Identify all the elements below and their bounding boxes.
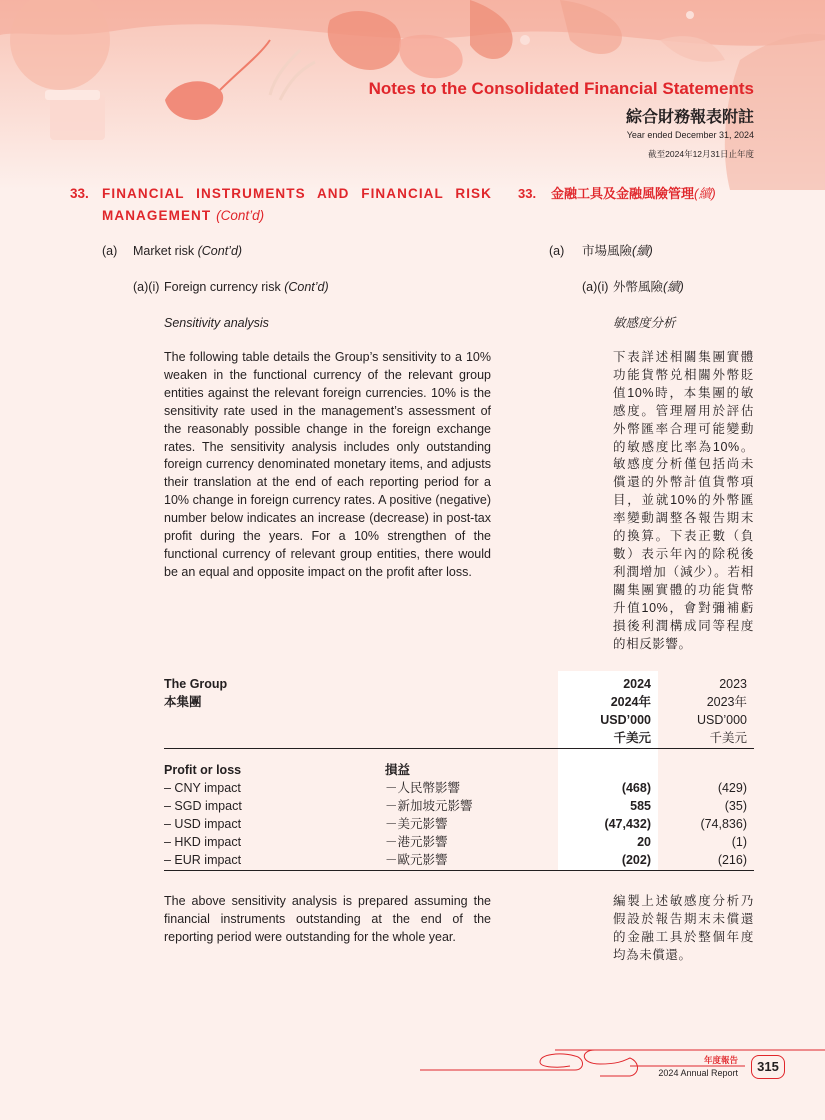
section-title: FINANCIAL INSTRUMENTS AND FINANCIAL RISK MANAGEMENT [102, 186, 492, 223]
row-label-zh: －新加坡元影響 [385, 799, 473, 813]
footer-report-zh: 年度報告 [703, 1055, 738, 1065]
sensitivity-paragraph-zh: 下表詳述相關集團實體功能貨幣兑相關外幣貶值10%時，本集團的敏感度。管理層用於評估外幣匯率合理可能變動的敏感度比率為10%。敏感度分析僅包括尚未償還的外幣計值貨幣項目，並就10%的外幣匯率變動調整各報告期末的換算。下表正數（負數）表示年內的除税後利潤增加（減少）。若相關集團實體的功能貨幣升值10%，會對彌補虧損後利潤構成同等程度的相反影響。 [613, 350, 754, 651]
col-2023-year: 2023 [719, 677, 747, 691]
subsection-ai-title [164, 278, 329, 296]
section-number-zh: 33. [518, 186, 537, 201]
row-value-2024: 585 [630, 799, 651, 813]
row-label-zh: －歐元影響 [385, 853, 448, 867]
row-value-2023: (74,836) [700, 817, 747, 831]
subsection-a-title [133, 242, 242, 260]
table-row [164, 851, 754, 869]
row-value-2023: (216) [717, 853, 747, 867]
subsection-ai-cont: (Cont’d) [284, 280, 329, 294]
subsection-a-title-zh [582, 242, 653, 260]
subsection-ai-title-zh-text: 外幣風險 [613, 280, 664, 294]
table-group-label-zh: 本集團 [164, 695, 202, 709]
profit-or-loss-label: Profit or loss [164, 763, 242, 777]
table-header-rule [164, 748, 754, 749]
subsection-ai-title-text: Foreign currency risk [164, 280, 281, 294]
subsection-a-cont: (Cont’d) [197, 244, 243, 258]
row-value-2023: (429) [717, 781, 747, 795]
page-header-title-zh: 綜合財務報表附註 [625, 109, 754, 126]
subsection-a-label: (a) [102, 244, 118, 258]
table-row [164, 797, 754, 815]
subsection-a-title-text: Market risk [133, 244, 195, 258]
subsection-ai-label: (a)(i) [133, 280, 160, 294]
subsection-ai-title-zh [613, 278, 684, 296]
section-heading-zh [518, 183, 758, 205]
col-2024-year: 2024 [623, 677, 651, 691]
section-cont: (Cont’d) [216, 208, 265, 223]
row-label: – EUR impact [164, 853, 242, 867]
page-header-year: Year ended December 31, 2024 [626, 130, 754, 140]
profit-or-loss-label-zh: 損益 [385, 763, 411, 777]
footnote-paragraph-zh: 編製上述敏感度分析乃假設於報告期末未償還的金融工具於整個年度均為未償還。 [613, 894, 754, 962]
row-label: – CNY impact [164, 781, 241, 795]
table-header-row-3 [164, 711, 754, 729]
table-row [164, 815, 754, 833]
footer-report-en: 2024 Annual Report [658, 1068, 738, 1078]
row-value-2024: (47,432) [604, 817, 651, 831]
section-number: 33. [70, 186, 89, 201]
page-header-year-zh: 截至2024年12月31日止年度 [648, 149, 754, 159]
sensitivity-heading-zh: 敏感度分析 [613, 316, 676, 330]
subsection-ai-cont-zh: (續) [663, 280, 684, 294]
section-title-zh: 金融工具及金融風險管理 [551, 186, 695, 201]
row-label-zh: －人民幣影響 [385, 781, 461, 795]
subsection-a-cont-zh: (續) [632, 244, 653, 258]
table-bottom-rule [164, 870, 754, 871]
sensitivity-paragraph: The following table details the Group’s sensitivity to a 10% weaken in the functional currency of the relevant group entities against the relevant foreign currencies. 10% is the sensitivity rate used in the management’s assessment of the reasonably possible change in the foreign exchange rates. The sensitivity analysis includes only outstanding foreign currency denominated monetary items, and adjusts their translation at the end of each reporting period for a 10% change in foreign currency rates. A positive (negative) number below indicates an increase (decrease) in post-tax profit during the years. For a 10% strengthen of the functional currency of relevant group entities, there would be an equal and opposite impact on the profit after loss. [164, 350, 491, 579]
sensitivity-heading: Sensitivity analysis [164, 316, 269, 330]
col-2024-unit-zh: 千美元 [613, 731, 651, 745]
table-header-row-2 [164, 693, 754, 711]
row-label-zh: －美元影響 [385, 817, 448, 831]
col-2023-unit: USD’000 [696, 713, 747, 727]
table-section-row [164, 761, 754, 779]
table-header-row-4 [164, 729, 754, 747]
row-value-2024: (468) [621, 781, 651, 795]
row-label: – SGD impact [164, 799, 242, 813]
page-header-title: Notes to the Consolidated Financial Statements [368, 79, 754, 98]
page-number: 315 [751, 1055, 785, 1079]
row-value-2024: (202) [621, 853, 651, 867]
col-2023-unit-zh: 千美元 [709, 731, 747, 745]
row-label: – USD impact [164, 817, 242, 831]
row-value-2024: 20 [637, 835, 651, 849]
col-2023-year-zh: 2023年 [706, 695, 747, 709]
subsection-ai-label-zh: (a)(i) [582, 280, 609, 294]
col-2024-unit: USD’000 [600, 713, 651, 727]
table-row [164, 833, 754, 851]
row-value-2023: (35) [724, 799, 747, 813]
section-cont-zh: (續) [694, 186, 716, 201]
subsection-a-label-zh: (a) [549, 244, 565, 258]
row-value-2023: (1) [731, 835, 747, 849]
footnote-paragraph: The above sensitivity analysis is prepared assuming the financial instruments outstanding at the end of the reporting period were outstanding for the whole year. [164, 894, 491, 944]
subsection-a-title-zh-text: 市場風險 [582, 244, 633, 258]
table-row [164, 779, 754, 797]
row-label: – HKD impact [164, 835, 242, 849]
table-group-label: The Group [164, 677, 228, 691]
section-heading-en [70, 183, 492, 227]
col-2024-year-zh: 2024年 [610, 695, 651, 709]
row-label-zh: －港元影響 [385, 835, 448, 849]
table-header-row-1 [164, 675, 754, 693]
